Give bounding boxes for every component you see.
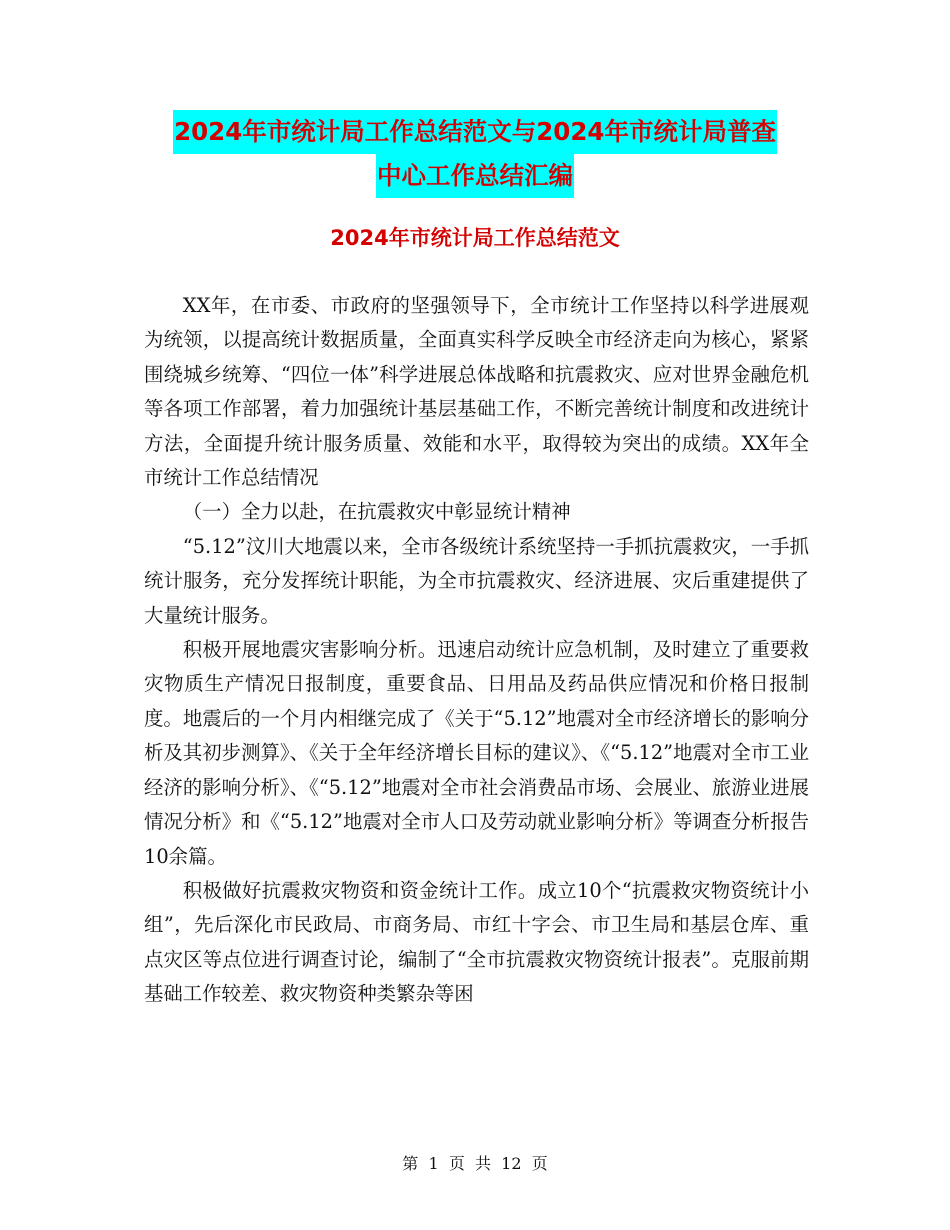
paragraph: （一）全力以赴，在抗震救灾中彰显统计精神	[182, 500, 571, 524]
section-title: 2024年市统计局工作总结范文	[330, 226, 620, 250]
title-line-1: 2024年市统计局工作总结范文与2024年市统计局普查	[173, 110, 777, 154]
paragraph: 积极开展地震灾害影响分析。迅速启动统计应急机制，及时建立了重要救灾物质生产情况日报制度，重要食品、日用品及药品供应情况和价格日报制度。地震后的一个月内相继完成了《关于“5.12”地震对全市经济增长的影响分析及其初步测算》、《关于全年经济增长目标的建议》、《“5.12”地震对全市工业经济的影响分析》、《“5.12”地震对全市社会消费品市场、会展业、旅游业进展情况分析》和《“5.12”地震对全市人口及劳动就业影响分析》等调查分析报告10余篇。	[144, 638, 809, 868]
paragraph: 积极做好抗震救灾物资和资金统计工作。成立10个“抗震救灾物资统计小组”，先后深化市民政局、市商务局、市红十字会、市卫生局和基层仓库、重点灾区等点位进行调查讨论，编制了“全市抗震救灾物资统计报表”。克服前期基础工作较差、救灾物资种类繁杂等困	[144, 878, 809, 1006]
document-title	[140, 110, 810, 198]
paragraph: XX年，在市委、市政府的坚强领导下，全市统计工作坚持以科学进展观为统领，以提高统计数据质量，全面真实科学反映全市经济走向为核心，紧紧围绕城乡统筹、“四位一体”科学进展总体战略和抗震救灾、应对世界金融危机等各项工作部署，着力加强统计基层基础工作，不断完善统计制度和改进统计方法，全面提升统计服务质量、效能和水平，取得较为突出的成绩。XX年全市统计工作总结情况	[144, 294, 809, 490]
body-text	[144, 289, 809, 1012]
paragraph: “5.12”汶川大地震以来，全市各级统计系统坚持一手抓抗震救灾，一手抓统计服务，充分发挥统计职能，为全市抗震救灾、经济进展、灾后重建提供了大量统计服务。	[144, 534, 809, 627]
page-number-footer: 第 1 页 共 12 页	[402, 1154, 548, 1173]
title-line-2: 中心工作总结汇编	[376, 154, 574, 198]
